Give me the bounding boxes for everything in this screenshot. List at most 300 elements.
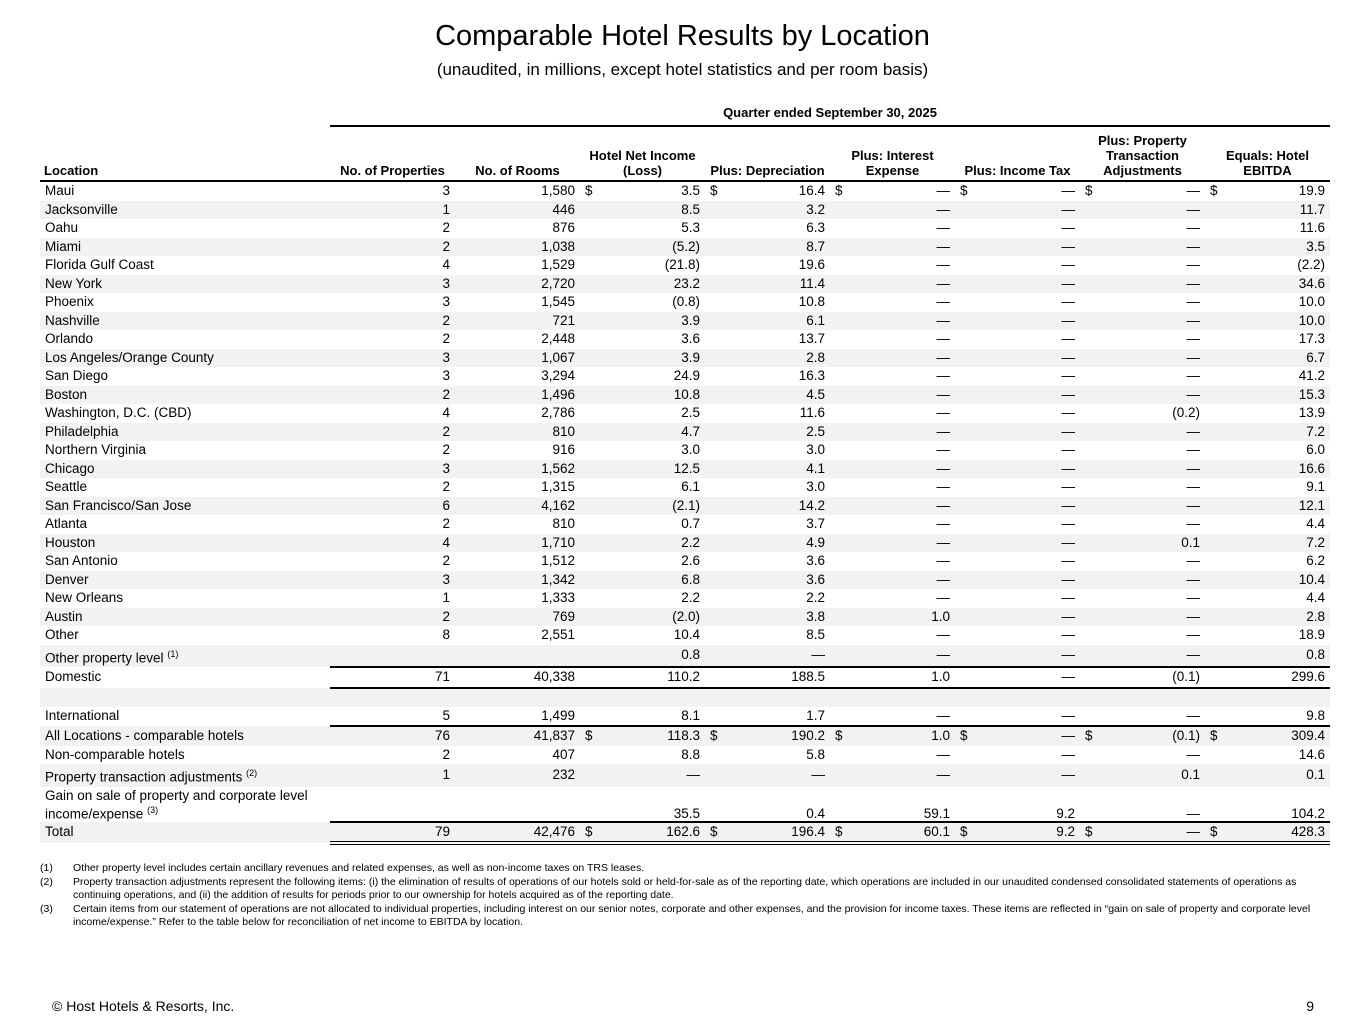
cell-ebitda: 7.2 — [1205, 423, 1330, 442]
dollar-sign: $ — [585, 823, 593, 839]
dollar-sign: $ — [835, 183, 843, 199]
row-location: New York — [40, 275, 330, 294]
row-location: Northern Virginia — [45, 442, 147, 458]
dollar-sign: $ — [1210, 728, 1218, 744]
cell-depreciation: 4.5 — [705, 386, 830, 405]
table-row — [40, 645, 1330, 668]
cell-interest: — — [936, 627, 950, 643]
cell-ebitda: 11.7 — [1205, 201, 1330, 220]
cell-ebitda: 10.0 — [1205, 312, 1330, 331]
cell-tax: — — [1061, 516, 1075, 532]
footnotes — [40, 862, 1330, 930]
cell-net-income: (2.0) — [580, 608, 705, 627]
cell-ebitda: 6.2 — [1306, 553, 1325, 569]
cell-rooms: 232 — [455, 764, 580, 787]
cell-depreciation: — — [705, 645, 830, 668]
cell-interest: — — [936, 405, 950, 421]
cell-depreciation: 11.4 — [705, 275, 830, 294]
cell-interest: — — [830, 312, 955, 331]
cell-ebitda: 17.3 — [1298, 331, 1325, 347]
cell-depreciation: 3.0 — [806, 479, 825, 495]
cell-interest: — — [936, 590, 950, 606]
cell-depreciation: 188.5 — [705, 667, 830, 688]
cell-ebitda: 12.1 — [1205, 497, 1330, 516]
cell-adjustments: — — [1186, 368, 1200, 384]
table-row — [40, 386, 1330, 405]
cell-ebitda: (2.2) — [1297, 257, 1325, 273]
row-location: Los Angeles/Orange County — [40, 349, 330, 368]
cell-tax: — — [1061, 746, 1075, 762]
cell-net-income: 6.1 — [681, 479, 700, 495]
cell-ebitda: 6.7 — [1205, 349, 1330, 368]
cell-depreciation: 6.1 — [705, 312, 830, 331]
row-location: San Francisco/San Jose — [40, 497, 330, 516]
table-row-non-comparable — [40, 746, 1330, 765]
table-row — [40, 201, 1330, 220]
cell-depreciation: 3.0 — [806, 442, 825, 458]
cell-rooms: 1,580 — [541, 183, 575, 199]
row-location: Florida Gulf Coast — [45, 257, 154, 273]
cell-ebitda: 18.9 — [1298, 627, 1325, 643]
cell-rooms: 1,496 — [455, 386, 580, 405]
cell-depreciation: $ 190.2 — [705, 726, 830, 746]
cell-ebitda: 14.6 — [1298, 746, 1325, 762]
row-location: Domestic — [45, 669, 102, 685]
col-header-rooms: No. of Rooms — [455, 130, 580, 181]
cell-depreciation: 10.8 — [798, 294, 825, 310]
cell-adjustments: — — [1186, 220, 1200, 236]
cell-properties: 4 — [442, 257, 450, 273]
dollar-sign: $ — [1210, 823, 1218, 839]
cell-rooms: 769 — [455, 608, 580, 627]
table-row — [40, 534, 1330, 553]
cell-adjustments: — — [1080, 312, 1205, 331]
cell-properties: 2 — [442, 553, 450, 569]
cell-rooms: 1,038 — [455, 238, 580, 257]
cell-ebitda: 0.1 — [1205, 764, 1330, 787]
cell-tax: — — [955, 460, 1080, 479]
cell-rooms: 2,551 — [541, 627, 575, 643]
row-location: Washington, D.C. (CBD) — [45, 405, 192, 421]
cell-depreciation: 2.8 — [705, 349, 830, 368]
cell-properties: 3 — [442, 183, 450, 199]
spacer-row — [40, 688, 1330, 707]
cell-interest: — — [936, 553, 950, 569]
cell-interest: — — [936, 516, 950, 532]
cell-interest: — — [936, 746, 950, 762]
dollar-sign: $ — [1085, 728, 1093, 744]
cell-rooms: 916 — [552, 442, 575, 458]
cell-depreciation: — — [705, 764, 830, 787]
cell-interest: — — [830, 534, 955, 553]
cell-tax: $ — — [960, 183, 1075, 199]
cell-tax: — — [955, 349, 1080, 368]
cell-rooms: 810 — [552, 516, 575, 532]
cell-depreciation: 16.3 — [798, 368, 825, 384]
cell-properties — [330, 787, 455, 822]
col-header-adjustments: Plus: Property Transaction Adjustments — [1080, 130, 1205, 181]
col-header-interest: Plus: Interest Expense — [830, 130, 955, 181]
cell-net-income: 12.5 — [580, 460, 705, 479]
cell-ebitda: 299.6 — [1205, 667, 1330, 688]
cell-interest: — — [830, 275, 955, 294]
cell-tax: — — [955, 764, 1080, 787]
cell-adjustments: — — [1186, 627, 1200, 643]
dollar-sign: $ — [1210, 183, 1218, 199]
cell-rooms: 1,315 — [541, 479, 575, 495]
cell-adjustments: — — [1186, 331, 1200, 347]
cell-ebitda: 9.8 — [1306, 707, 1325, 723]
dollar-sign: $ — [710, 183, 718, 199]
footnote-ref: (1) — [167, 648, 179, 659]
cell-adjustments: — — [1186, 746, 1200, 762]
cell-rooms: 3,294 — [541, 368, 575, 384]
cell-depreciation: 5.8 — [806, 746, 825, 762]
dollar-sign: $ — [1085, 183, 1093, 199]
cell-interest: — — [936, 707, 950, 723]
cell-net-income: $ 162.6 — [580, 822, 705, 844]
cell-tax: — — [955, 645, 1080, 668]
dollar-sign: $ — [960, 728, 968, 744]
cell-properties: 2 — [330, 312, 455, 331]
cell-rooms: 2,448 — [541, 331, 575, 347]
cell-adjustments: — — [1186, 294, 1200, 310]
cell-properties: 2 — [330, 386, 455, 405]
cell-depreciation: 13.7 — [798, 331, 825, 347]
cell-adjustments: $ — — [1080, 822, 1205, 844]
cell-properties: 5 — [442, 707, 450, 723]
cell-tax: — — [955, 386, 1080, 405]
cell-tax: — — [955, 312, 1080, 331]
cell-adjustments: — — [1186, 479, 1200, 495]
row-location: San Diego — [45, 368, 109, 384]
cell-depreciation: $ 16.4 — [710, 183, 825, 199]
cell-depreciation: 4.9 — [705, 534, 830, 553]
cell-net-income: (2.1) — [580, 497, 705, 516]
cell-net-income: 5.3 — [681, 220, 700, 236]
cell-tax: — — [1061, 405, 1075, 421]
footnote-1: (1) Other property level includes certain ancillary revenues and related expenses, as well as non-income taxes on TRS leases. — [40, 862, 645, 874]
cell-interest: — — [830, 386, 955, 405]
cell-ebitda: 15.3 — [1205, 386, 1330, 405]
table-row — [40, 608, 1330, 627]
cell-interest: — — [936, 479, 950, 495]
cell-depreciation: 3.7 — [806, 516, 825, 532]
cell-rooms: 1,545 — [541, 294, 575, 310]
cell-rooms: 1,333 — [541, 590, 575, 606]
cell-net-income: $ 3.5 — [585, 183, 700, 199]
cell-tax: — — [955, 201, 1080, 220]
cell-interest: 59.1 — [923, 805, 950, 821]
table-row — [40, 441, 1330, 460]
col-header-net-income: Hotel Net Income (Loss) — [580, 130, 705, 181]
footnote-ref: (3) — [147, 805, 159, 815]
cell-tax: — — [1061, 294, 1075, 310]
cell-rooms: 1,342 — [455, 571, 580, 590]
table-row — [40, 515, 1330, 534]
table-row — [40, 275, 1330, 294]
footnote-ref: (2) — [246, 768, 258, 778]
table-row — [40, 181, 1330, 201]
cell-rooms: 1,499 — [541, 707, 575, 723]
table-row-property-transaction — [40, 764, 1330, 787]
col-header-properties: No. of Properties — [330, 130, 455, 181]
cell-interest: — — [830, 238, 955, 257]
row-location: Austin — [40, 608, 330, 627]
cell-properties: 3 — [330, 349, 455, 368]
cell-net-income: 24.9 — [673, 368, 700, 384]
table-row — [40, 589, 1330, 608]
cell-net-income: 8.5 — [580, 201, 705, 220]
cell-interest: — — [830, 764, 955, 787]
table-row — [40, 349, 1330, 368]
cell-interest: $ 60.1 — [830, 822, 955, 844]
dollar-sign: $ — [835, 823, 843, 839]
cell-depreciation: 0.4 — [806, 805, 825, 821]
cell-properties: 79 — [330, 822, 455, 844]
cell-tax: — — [955, 497, 1080, 516]
subtotal-row-all-locations — [40, 726, 1330, 746]
cell-net-income: (5.2) — [580, 238, 705, 257]
cell-net-income: 3.9 — [580, 349, 705, 368]
dollar-sign: $ — [1085, 823, 1093, 839]
cell-properties: 76 — [330, 726, 455, 746]
table-row — [40, 460, 1330, 479]
row-location: All Locations - comparable hotels — [40, 726, 330, 746]
cell-adjustments: — — [1080, 497, 1205, 516]
cell-ebitda: 9.1 — [1306, 479, 1325, 495]
cell-properties: 8 — [442, 627, 450, 643]
table-row — [40, 423, 1330, 442]
cell-net-income: (0.8) — [672, 294, 700, 310]
cell-interest: 1.0 — [830, 608, 955, 627]
page-subtitle: (unaudited, in millions, except hotel statistics and per room basis) — [436, 60, 929, 79]
cell-properties: 2 — [442, 479, 450, 495]
cell-depreciation: 4.1 — [705, 460, 830, 479]
row-location: Philadelphia — [40, 423, 330, 442]
cell-adjustments: 0.1 — [1080, 534, 1205, 553]
cell-properties: 4 — [442, 405, 450, 421]
cell-net-income: 8.1 — [681, 707, 700, 723]
col-header-income-tax: Plus: Income Tax — [955, 130, 1080, 181]
cell-rooms: 810 — [455, 423, 580, 442]
row-location: Maui — [45, 183, 75, 199]
cell-net-income: 0.7 — [681, 516, 700, 532]
cell-ebitda: 16.6 — [1205, 460, 1330, 479]
cell-net-income: 2.2 — [580, 534, 705, 553]
cell-net-income: 3.6 — [681, 331, 700, 347]
cell-interest: — — [830, 460, 955, 479]
cell-tax: — — [1061, 627, 1075, 643]
cell-adjustments: $ — — [1085, 183, 1200, 199]
cell-interest: — — [830, 571, 955, 590]
row-location: Miami — [40, 238, 330, 257]
table-row — [40, 497, 1330, 516]
row-location: Nashville — [40, 312, 330, 331]
cell-adjustments: (0.1) — [1080, 667, 1205, 688]
cell-net-income: $ 118.3 — [580, 726, 705, 746]
cell-rooms: 40,338 — [455, 667, 580, 688]
cell-rooms: 1,067 — [455, 349, 580, 368]
cell-rooms: 1,529 — [541, 257, 575, 273]
cell-tax: — — [1061, 331, 1075, 347]
cell-properties: 2 — [330, 608, 455, 627]
footnote-3: (3) Certain items from our statement of operations are not allocated to individual properties, including interest on our senior notes, corporate and other expenses, and the provision for income taxes. These items are reflected in “gain on sale of property and corporate level income/expense.” Refer to the table below for reconciliation of net income to EBITDA by location. — [40, 902, 1311, 928]
cell-net-income: 4.7 — [580, 423, 705, 442]
cell-tax: — — [1061, 220, 1075, 236]
cell-net-income: (21.8) — [664, 257, 700, 273]
cell-rooms: 42,476 — [455, 822, 580, 844]
cell-depreciation: 3.8 — [705, 608, 830, 627]
row-location: Phoenix — [45, 294, 94, 310]
cell-adjustments: — — [1080, 238, 1205, 257]
cell-depreciation: 3.2 — [705, 201, 830, 220]
cell-properties: 4 — [330, 534, 455, 553]
cell-properties: 1 — [442, 590, 450, 606]
cell-tax: — — [955, 608, 1080, 627]
cell-rooms: 4,162 — [455, 497, 580, 516]
table-row-international — [40, 707, 1330, 727]
cell-adjustments: — — [1080, 423, 1205, 442]
cell-interest: — — [830, 645, 955, 668]
cell-depreciation: 19.6 — [798, 257, 825, 273]
cell-rooms: 1,710 — [455, 534, 580, 553]
cell-tax: — — [955, 238, 1080, 257]
cell-adjustments: — — [1186, 590, 1200, 606]
table-row — [40, 478, 1330, 497]
cell-tax: $ 9.2 — [955, 822, 1080, 844]
table-row — [40, 571, 1330, 590]
cell-ebitda: 10.0 — [1298, 294, 1325, 310]
cell-adjustments: — — [1080, 460, 1205, 479]
cell-properties: 3 — [442, 368, 450, 384]
cell-properties: 1 — [330, 764, 455, 787]
cell-ebitda: 34.6 — [1205, 275, 1330, 294]
cell-net-income: 6.8 — [580, 571, 705, 590]
cell-net-income: 2.5 — [681, 405, 700, 421]
cell-adjustments: — — [1186, 442, 1200, 458]
cell-rooms: 876 — [552, 220, 575, 236]
cell-adjustments: — — [1186, 805, 1200, 821]
dollar-sign: $ — [585, 183, 593, 199]
cell-adjustments: — — [1186, 257, 1200, 273]
cell-rooms — [455, 787, 580, 822]
table-row — [40, 312, 1330, 331]
row-location: Jacksonville — [40, 201, 330, 220]
cell-depreciation: 8.5 — [806, 627, 825, 643]
cell-tax: — — [955, 571, 1080, 590]
header-row — [40, 130, 1330, 181]
cell-tax: — — [1061, 707, 1075, 723]
cell-interest: — — [936, 294, 950, 310]
cell-ebitda: 2.8 — [1205, 608, 1330, 627]
cell-net-income: 2.6 — [681, 553, 700, 569]
cell-depreciation: 11.6 — [799, 405, 825, 421]
cell-interest: — — [830, 423, 955, 442]
row-location: International — [45, 708, 120, 724]
row-location: Oahu — [45, 220, 79, 236]
cell-net-income: 35.5 — [673, 805, 700, 821]
row-location: Other property level $^{(1)}$ — [40, 645, 330, 668]
cell-depreciation: 8.7 — [705, 238, 830, 257]
cell-interest: $ 1.0 — [830, 726, 955, 746]
cell-interest: — — [830, 201, 955, 220]
cell-tax: — — [955, 275, 1080, 294]
cell-properties: 2 — [442, 746, 450, 762]
cell-rooms: 1,562 — [455, 460, 580, 479]
cell-rooms — [455, 645, 580, 668]
cell-interest: — — [936, 368, 950, 384]
dollar-sign: $ — [960, 823, 968, 839]
cell-tax: — — [1061, 257, 1075, 273]
table-row-gain-on-sale — [40, 787, 1330, 822]
cell-net-income: 3.0 — [681, 442, 700, 458]
cell-interest: — — [936, 442, 950, 458]
cell-tax: $ — — [955, 726, 1080, 746]
cell-interest: $ — — [835, 183, 950, 199]
row-location: Denver — [40, 571, 330, 590]
cell-rooms: 2,720 — [455, 275, 580, 294]
cell-adjustments: — — [1080, 645, 1205, 668]
cell-ebitda: 10.4 — [1205, 571, 1330, 590]
cell-tax: 9.2 — [1056, 805, 1075, 821]
cell-tax: — — [955, 534, 1080, 553]
cell-ebitda: 4.4 — [1306, 590, 1325, 606]
page-number: 9 — [1306, 998, 1314, 1014]
dollar-sign: $ — [710, 728, 718, 744]
cell-properties: 2 — [330, 238, 455, 257]
cell-ebitda: 13.9 — [1298, 405, 1325, 421]
hotel-results-table — [40, 130, 1330, 845]
row-location: San Antonio — [45, 553, 118, 569]
cell-rooms: 41,837 — [455, 726, 580, 746]
cell-adjustments: 0.1 — [1080, 764, 1205, 787]
cell-adjustments: — — [1186, 707, 1200, 723]
cell-adjustments: — — [1186, 553, 1200, 569]
row-location: Houston — [40, 534, 330, 553]
table-row — [40, 367, 1330, 386]
cell-net-income: 10.4 — [673, 627, 700, 643]
cell-ebitda: $ 428.3 — [1205, 822, 1330, 844]
cell-net-income: 2.2 — [681, 590, 700, 606]
row-location: Boston — [40, 386, 330, 405]
cell-properties: 2 — [442, 516, 450, 532]
cell-properties: 2 — [442, 442, 450, 458]
cell-properties: 3 — [330, 460, 455, 479]
cell-properties — [330, 645, 455, 668]
table-row — [40, 330, 1330, 349]
cell-tax: — — [1061, 442, 1075, 458]
cell-adjustments: $ (0.1) — [1080, 726, 1205, 746]
cell-ebitda: 3.5 — [1205, 238, 1330, 257]
cell-adjustments: — — [1080, 386, 1205, 405]
cell-net-income: — — [580, 764, 705, 787]
row-location: Gain on sale of property and corporate level income/expense $^{(3)}$ — [45, 788, 308, 822]
cell-tax: — — [1061, 590, 1075, 606]
cell-tax: — — [1061, 368, 1075, 384]
cell-ebitda: 4.4 — [1306, 516, 1325, 532]
cell-properties: 2 — [442, 331, 450, 347]
table-row — [40, 626, 1330, 645]
copyright: © Host Hotels & Resorts, Inc. — [52, 998, 235, 1014]
cell-adjustments: (0.2) — [1172, 405, 1200, 421]
dollar-sign: $ — [585, 728, 593, 744]
cell-depreciation: 2.2 — [806, 590, 825, 606]
cell-properties: 3 — [330, 571, 455, 590]
cell-properties: 2 — [442, 220, 450, 236]
row-location: Other — [45, 627, 79, 643]
cell-ebitda: 41.2 — [1298, 368, 1325, 384]
